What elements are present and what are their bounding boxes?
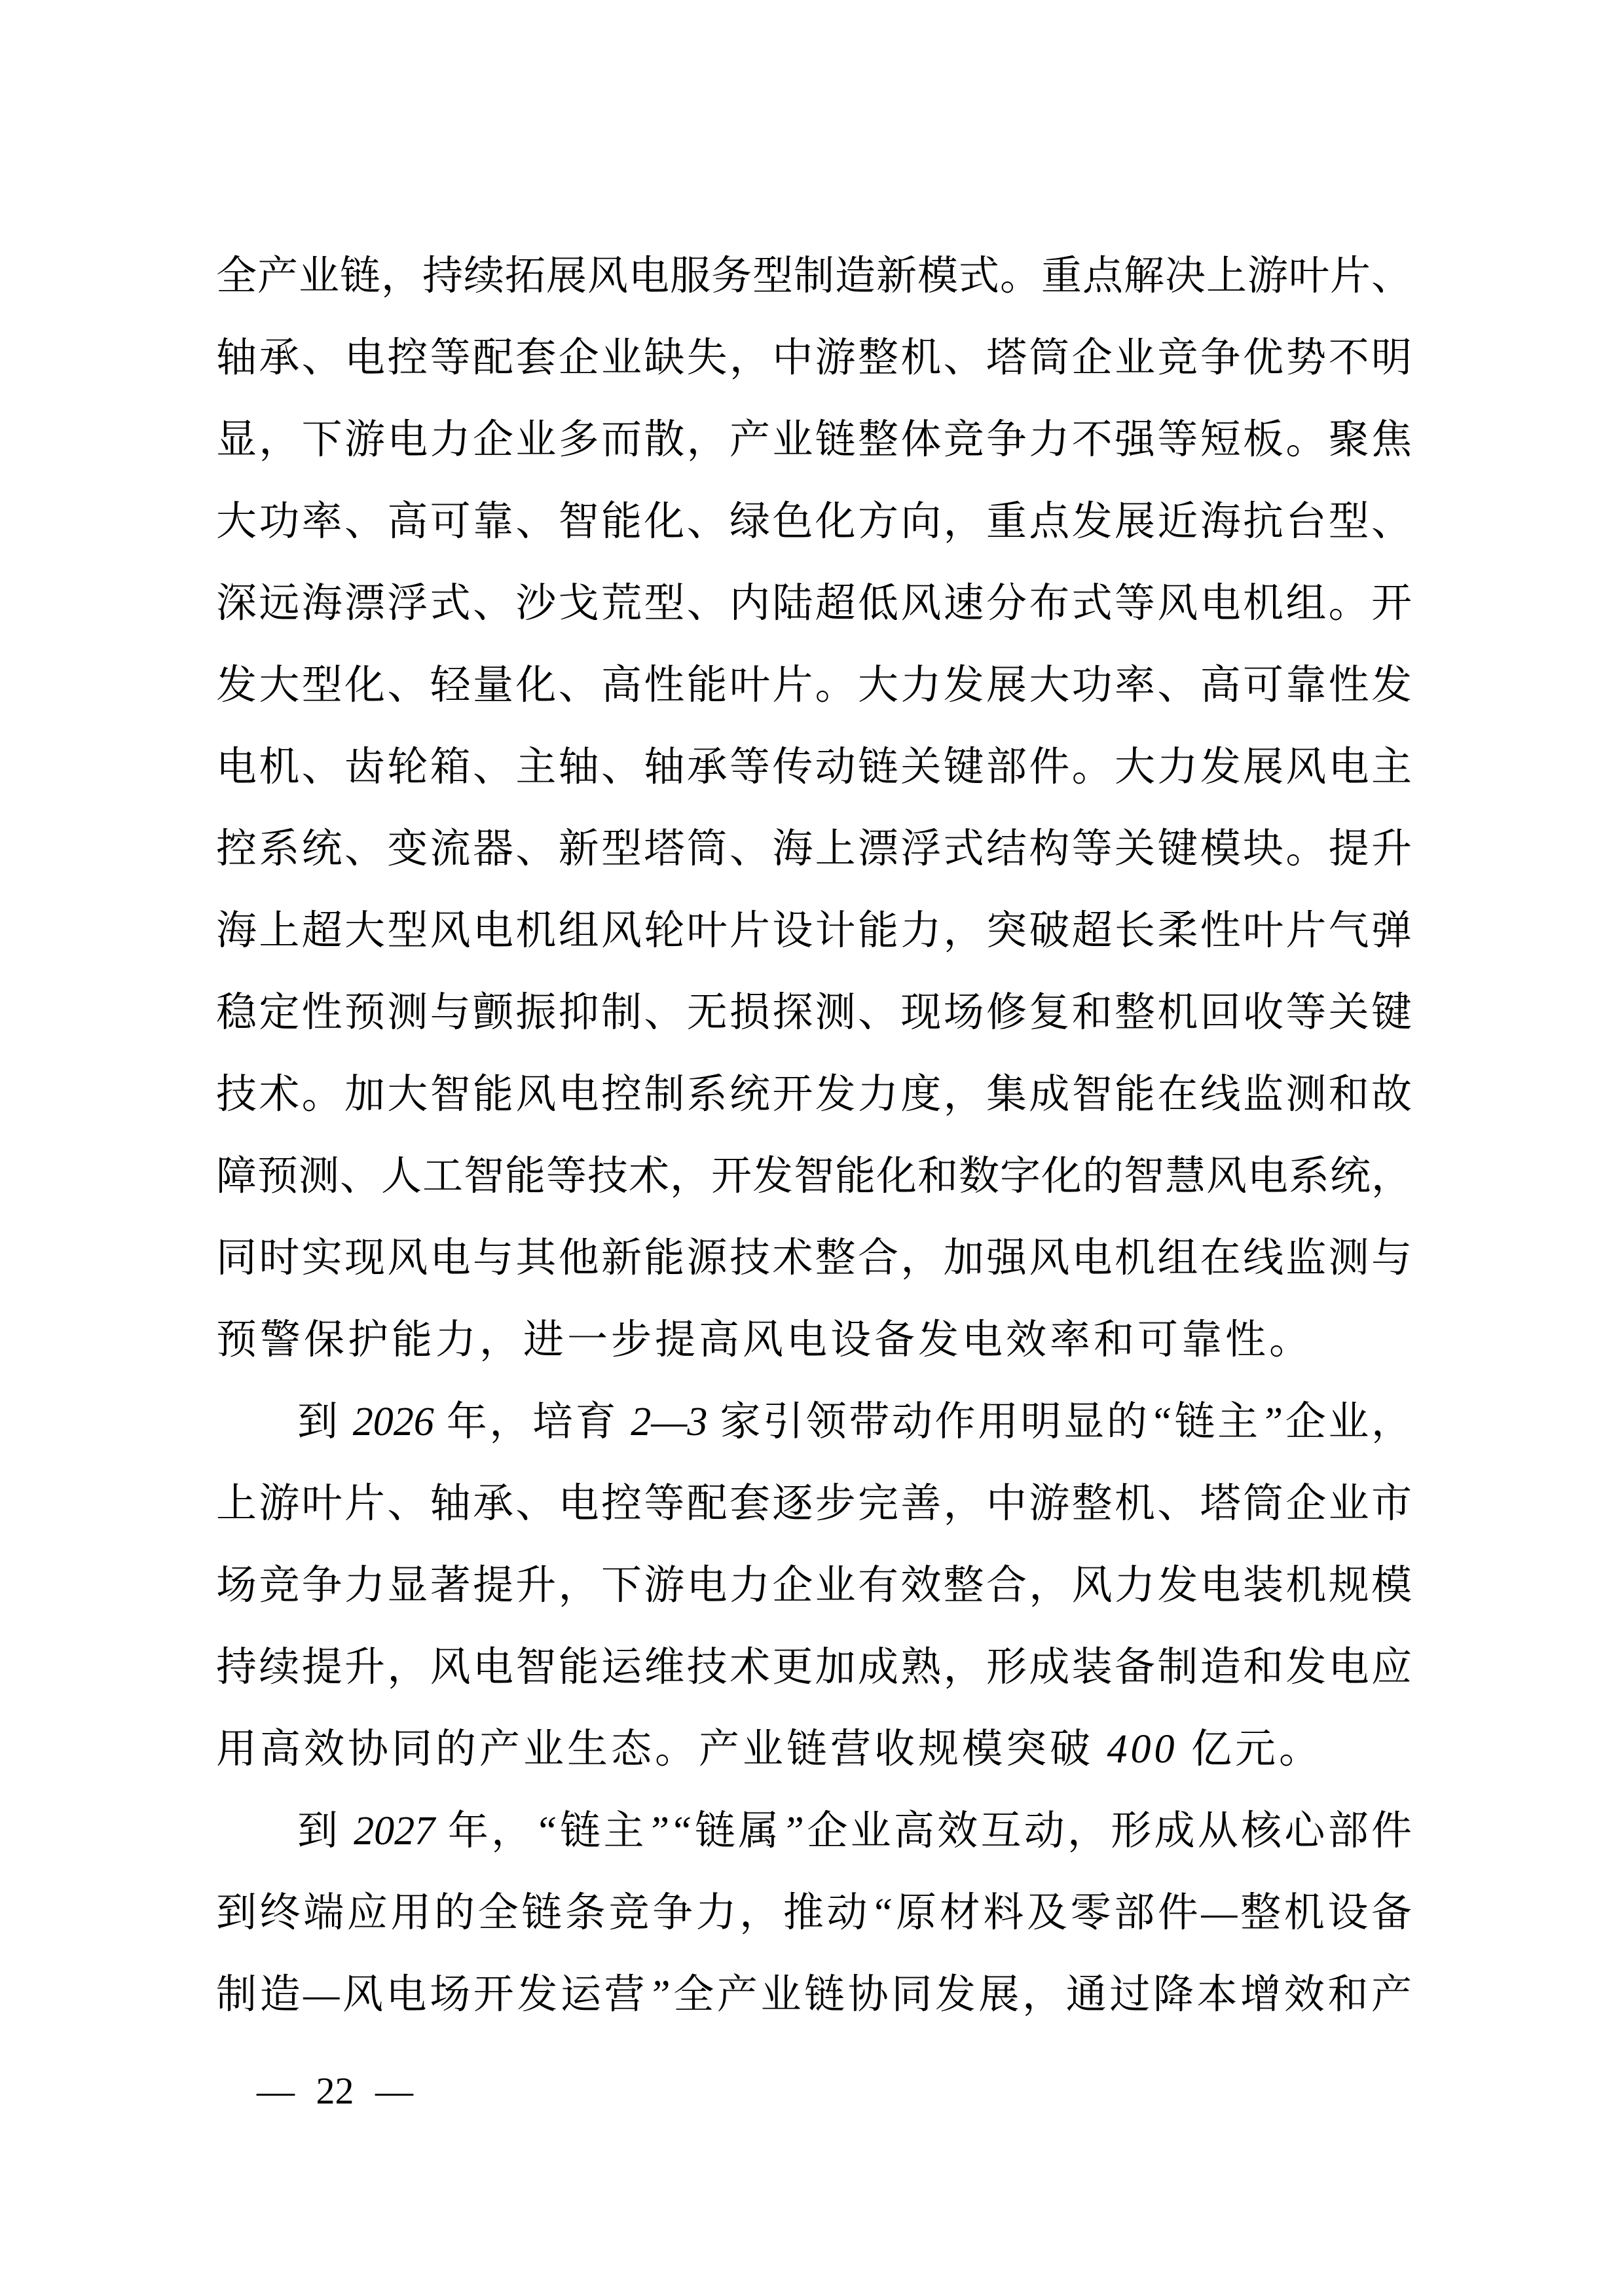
text-line: 稳定性预测与颤振抑制、无损探测、现场修复和整机回收等关键 <box>216 991 1412 1035</box>
text-line: 上游叶片、轴承、电控等配套逐步完善，中游整机、塔筒企业市 <box>216 1482 1412 1526</box>
text-line: 深远海漂浮式、沙戈荒型、内陆超低风速分布式等风电机组。开 <box>216 581 1412 626</box>
text-line-paragraph-end: 预警保护能力，进一步提高风电设备发电效率和可靠性。 <box>216 1318 1314 1362</box>
text-line: 大功率、高可靠、智能化、绿色化方向，重点发展近海抗台型、 <box>216 500 1412 544</box>
text-line: 持续提升，风电智能运维技术更加成熟，形成装备制造和发电应 <box>216 1645 1412 1690</box>
text-line: 全产业链，持续拓展风电服务型制造新模式。重点解决上游叶片、 <box>216 254 1412 299</box>
text-line: 到终端应用的全链条竞争力，推动“原材料及零部件—整机设备 <box>216 1891 1412 1935</box>
text-line: 电机、齿轮箱、主轴、轴承等传动链关键部件。大力发展风电主 <box>216 745 1412 790</box>
text-line: 技术。加大智能风电控制系统开发力度，集成智能在线监测和故 <box>216 1072 1412 1117</box>
text-line-paragraph-start: 到 2027 年，“链主”“链属”企业高效互动，形成从核心部件 <box>297 1809 1412 1853</box>
text-line: 显，下游电力企业多而散，产业链整体竞争力不强等短板。聚焦 <box>216 418 1412 462</box>
page-number: — 22 — <box>257 2069 413 2112</box>
text-line: 制造—风电场开发运营”全产业链协同发展，通过降本增效和产 <box>216 1973 1412 2017</box>
body-text <box>216 236 1412 2036</box>
text-line: 场竞争力显著提升，下游电力企业有效整合，风力发电装机规模 <box>216 1563 1412 1608</box>
text-line-paragraph-end: 用高效协同的产业生态。产业链营收规模突破 400 亿元。 <box>216 1727 1323 1772</box>
text-line: 发大型化、轻量化、高性能叶片。大力发展大功率、高可靠性发 <box>216 663 1412 708</box>
text-line: 障预测、人工智能等技术，开发智能化和数字化的智慧风电系统， <box>216 1154 1412 1199</box>
text-line: 同时实现风电与其他新能源技术整合，加强风电机组在线监测与 <box>216 1236 1412 1281</box>
text-line: 轴承、电控等配套企业缺失，中游整机、塔筒企业竞争优势不明 <box>216 336 1412 380</box>
text-line-paragraph-start: 到 2026 年，培育 2—3 家引领带动作用明显的“链主”企业， <box>297 1400 1412 1444</box>
text-line: 海上超大型风电机组风轮叶片设计能力，突破超长柔性叶片气弹 <box>216 909 1412 953</box>
text-line: 控系统、变流器、新型塔筒、海上漂浮式结构等关键模块。提升 <box>216 827 1412 871</box>
